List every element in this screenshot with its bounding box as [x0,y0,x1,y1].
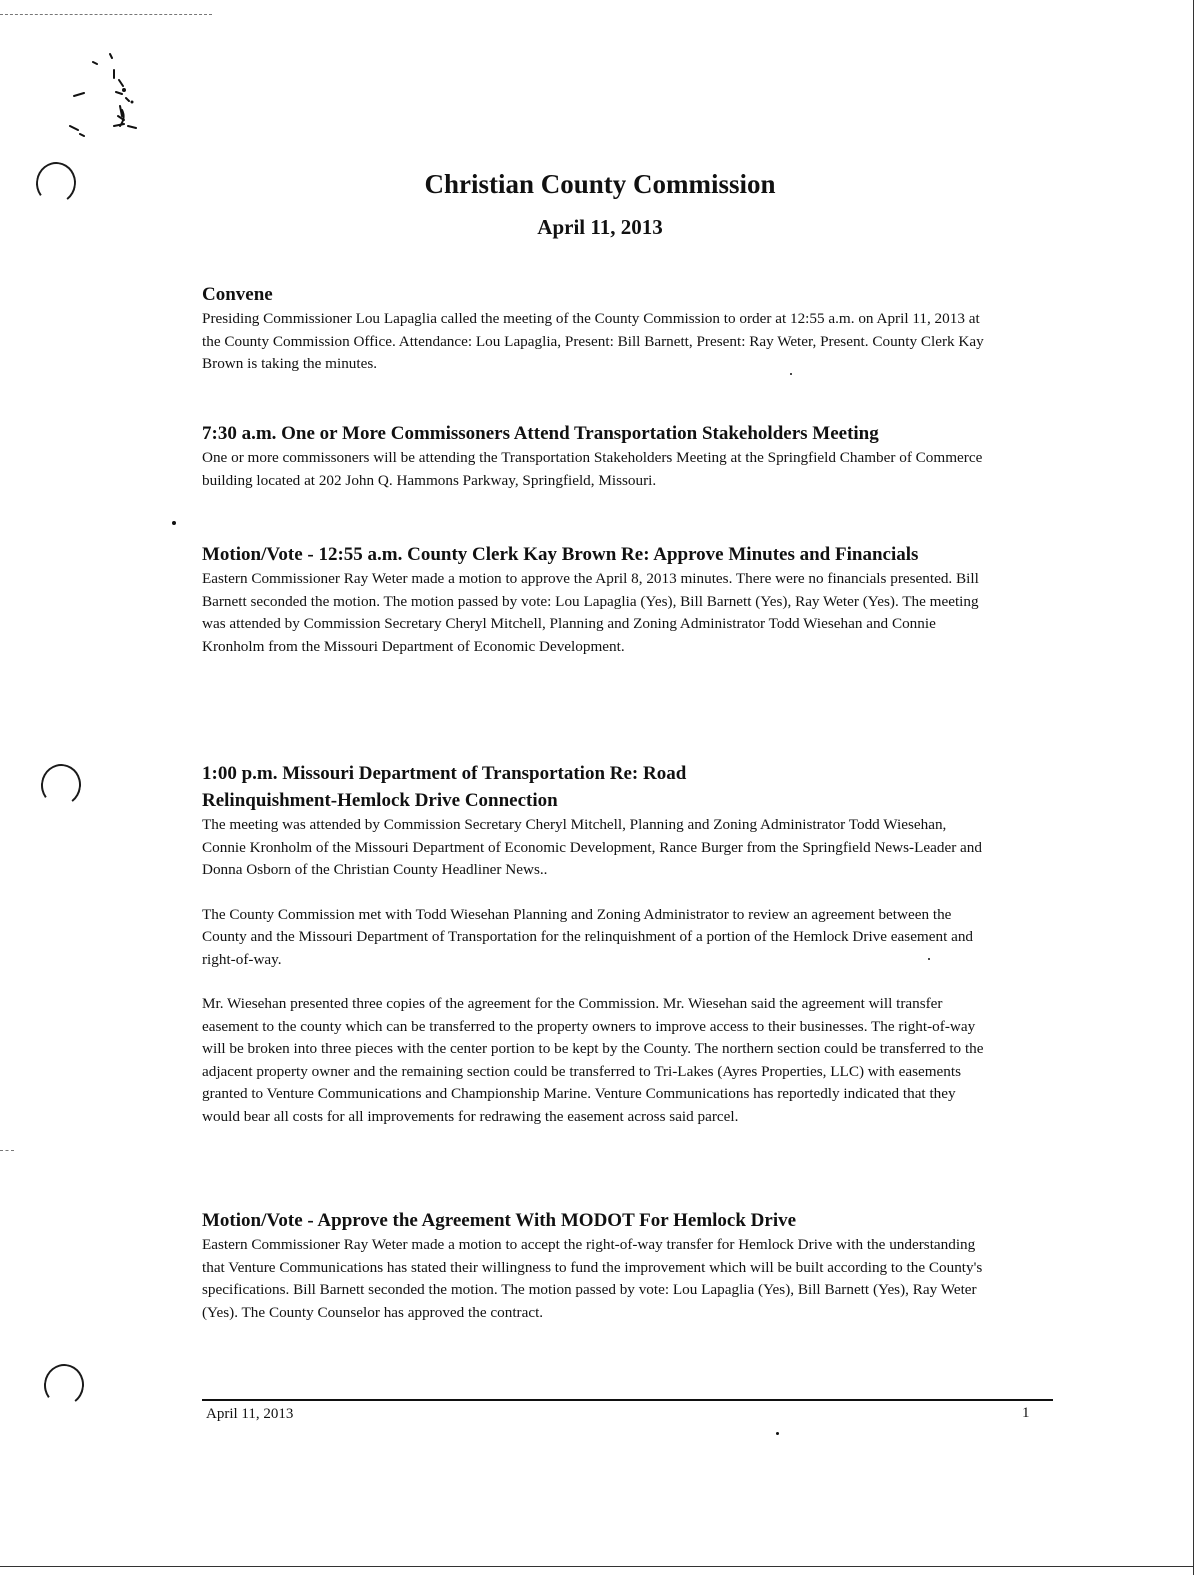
section-paragraph: Eastern Commissioner Ray Weter made a motion to accept the right-of-way transfer for Hemlock Drive with the understanding that Venture Communications has stated their willingness to fund the improvement which will be built according to the County's specifications. Bill Barnett seconded the motion. The motion passed by vote: Lou Lapaglia (Yes), Bill Barnett (Yes), Ray Weter (Yes). The County Counselor has approved the contract. [202,1236,983,1321]
document-title: Christian County Commission [424,169,776,199]
scan-edge-bottom [0,1566,1194,1567]
section-paragraph: Presiding Commissioner Lou Lapaglia called the meeting of the County Commission to order at 12:55 a.m. on April 11, 2013 at the County Commission Office. Attendance: Lou Lapaglia, Present: Bill Barnett, Present: Ray Weter, Present. County Clerk Kay Brown is taking the minutes. [202,310,984,372]
section-heading: Convene [202,284,273,305]
scan-speck [172,521,176,525]
section-heading: 1:00 p.m. Missouri Department of Transportation Re: Road Relinquishment-Hemlock Drive Connection [202,763,687,811]
section-paragraph: Mr. Wiesehan presented three copies of the agreement for the Commission. Mr. Wiesehan said the agreement will transfer easement to the county which can be transferred to the property owners to improve access to their businesses. The right-of-way will be broken into three pieces with the center portion to be kept by the County. The northern section could be transferred to the adjacent property owner and the remaining section could be transferred to Tri-Lakes (Ayres Properties, LLC) with easements granted to Venture Communications and Championship Marine. Venture Communications has reportedly indicated that they would bear all costs for all improvements for redrawing the easement across said parcel. [202,995,984,1125]
footer-rule [202,1399,1053,1401]
scan-edge-right [1193,0,1194,1575]
document-date: April 11, 2013 [537,215,663,239]
footer-date: April 11, 2013 [206,1406,294,1422]
scan-edge-left-mark [0,1150,14,1151]
scan-smudge-mark [66,50,156,155]
punch-hole-bottom [41,1361,86,1408]
section-convene [202,281,992,376]
section-heading: Motion/Vote - Approve the Agreement With MODOT For Hemlock Drive [202,1210,797,1231]
section-approve-minutes [202,541,992,658]
punch-hole-middle [38,761,83,808]
punch-hole-top [33,159,78,206]
section-paragraph: The meeting was attended by Commission Secretary Cheryl Mitchell, Planning and Zoning Administrator Todd Wiesehan, Connie Kronholm of the Missouri Department of Economic Development, Rance Burger from the Springfield News-Leader and Donna Osborn of the Christian County Headliner News.. [202,816,982,878]
section-heading: 7:30 a.m. One or More Commissoners Attend Transportation Stakeholders Meeting [202,423,879,444]
section-heading: Motion/Vote - 12:55 a.m. County Clerk Kay Brown Re: Approve Minutes and Financials [202,544,919,565]
section-stakeholders-meeting [202,420,992,492]
section-approve-modot-agreement [202,1207,992,1324]
scan-speck [776,1432,779,1435]
section-modot-road-relinquishment [202,760,992,1128]
section-paragraph: One or more commissoners will be attending the Transportation Stakeholders Meeting at the Springfield Chamber of Commerce building located at 202 John Q. Hammons Parkway, Springfield, Missouri. [202,449,983,489]
page-number: 1 [1022,1405,1030,1421]
section-paragraph: Eastern Commissioner Ray Weter made a motion to approve the April 8, 2013 minutes. There were no financials presented. Bill Barnett seconded the motion. The motion passed by vote: Lou Lapaglia (Yes), Bill Barnett (Yes), Ray Weter (Yes). The meeting was attended by Commission Secretary Cheryl Mitchell, Planning and Zoning Administrator Todd Wiesehan and Connie Kronholm from the Missouri Department of Economic Development. [202,570,979,655]
section-paragraph: The County Commission met with Todd Wiesehan Planning and Zoning Administrator to review an agreement between the County and the Missouri Department of Transportation for the relinquishment of a portion of the Hemlock Drive easement and right-of-way. [202,905,974,968]
scan-edge-top [0,14,212,15]
document-header [300,168,900,240]
